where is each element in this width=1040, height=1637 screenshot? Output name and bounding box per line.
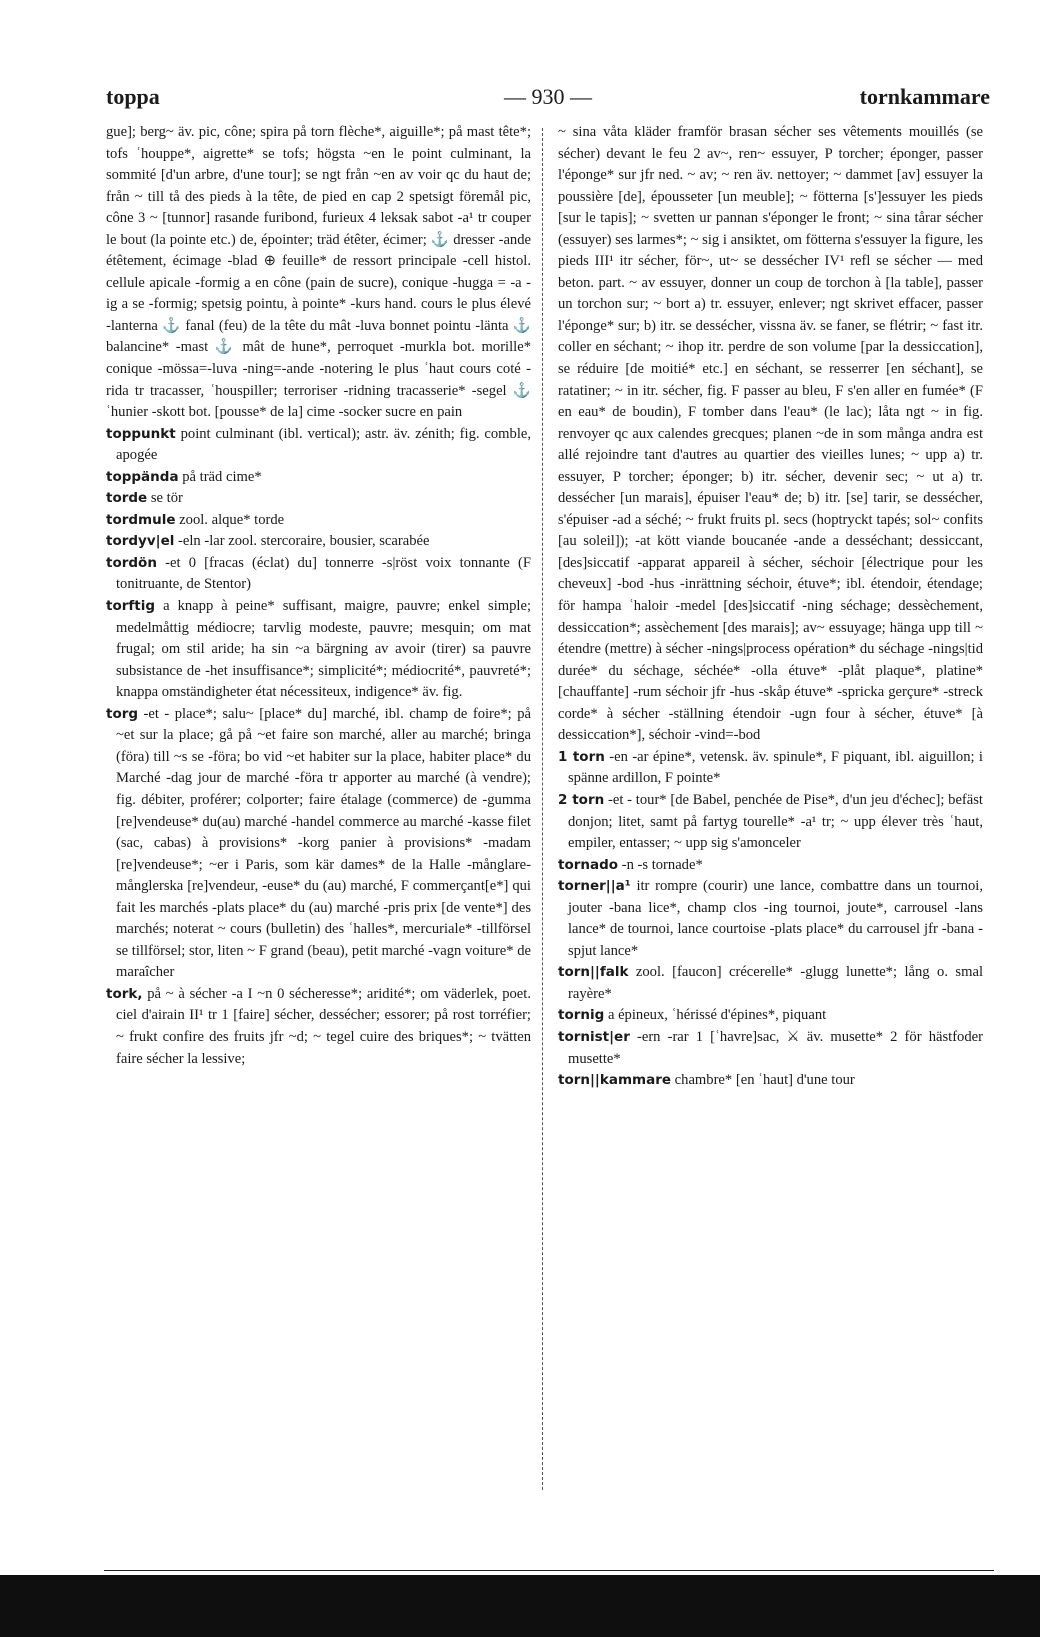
dictionary-entry xyxy=(106,531,531,553)
entry-text: -ern -rar 1 [ʿhavre]sac, ⚔ äv. musette* 2 för hästfoder musette* xyxy=(568,1028,983,1067)
dictionary-entry xyxy=(558,747,983,790)
entry-headword: 2 torn xyxy=(558,791,605,808)
entry-headword: torde xyxy=(106,490,148,507)
entry-headword: tornig xyxy=(558,1007,605,1024)
scan-bottom-edge xyxy=(0,1575,1040,1637)
dictionary-entry xyxy=(106,553,531,596)
dictionary-entry xyxy=(106,510,531,532)
entry-text: zool. [faucon] crécerelle* -glugg lunette*; lång o. smal rayère* xyxy=(568,964,983,1002)
dictionary-entry xyxy=(106,424,531,467)
entry-headword: tornist|er xyxy=(558,1028,630,1045)
entry-text: point culminant (ibl. vertical); astr. äv. zénith; fig. comble, apogée xyxy=(116,425,531,464)
entry-headword: torn||falk xyxy=(558,964,629,981)
entry-headword: torg xyxy=(106,705,139,722)
entry-text: på träd cime* xyxy=(182,468,262,485)
dictionary-entry xyxy=(106,467,531,489)
entry-text: a épineux, ʿhérissé d'épines*, piquant xyxy=(607,1007,827,1024)
entry-text: -et - tour* [de Babel, penchée de Pise*, d'un jeu d'échec]; befäst donjon; litet, samt på fartyg tourelle* -a¹ tr; ~ upp élever très ʿhaut, empiler, entasser; ~ upp sig s'amonceler xyxy=(568,791,983,852)
entry-headword: torn||kammare xyxy=(558,1072,672,1089)
entry-text: a knapp à peine* suffisant, maigre, pauvre; enkel simple; medelmåttig médiocre; tarvlig modeste, pauvre; mesquin; om mat frugal; om stil aride; ha sin ~a bärgning av avoir (tirer) sa pauvre subsistance de -het insuffisance*; simplicité*; médiocrité*, pauvreté*; knappa omständigheter état nécessiteux, indigence* äv. fig. xyxy=(116,598,531,701)
entry-text: -et - place*; salu~ [place* du] marché, ibl. champ de foire*; på ~et sur la place; gå på ~et faire son marché, aller au marché; bringa (föra) till ~s se -föra; bo vid ~et habiter sur la place, habiter place* du Marché -dag jour de marché -föra tr apporter au marché (à vendre); fig. débiter, proférer; colporter; faire étalage (commerce) de -gumma [re]vendeuse* du(au) marché -handel commerce au marché -kasse filet (sac, cabas) à provisions* -korg panier à provisions* -madam [re]vendeuse*; ~er i Paris, som kär dames* de la Halle -månglare-månglerska [re]vendeur, -euse* du (au) marché, F commerçant[e*] qui fait les marchés -plats place* du (au) marché -pris prix [de vente*] des marchés; noterat ~ cours (bulletin) des ʿhalles*, mercuriale* -tillförsel se tillförsel; stor, liten ~ F grand (beau), petit marché -vagn voiture* de maraîcher xyxy=(116,705,531,981)
entry-text: -et 0 [fracas (éclat) du] tonnerre -s|röst voix tonnante (F tonitruante, de Stentor) xyxy=(116,554,531,593)
entry-headword: tordön xyxy=(106,554,157,571)
entry-text: chambre* [en ʿhaut] d'une tour xyxy=(674,1072,855,1089)
entry-headword: torner||a¹ xyxy=(558,878,631,895)
column-divider xyxy=(542,128,543,1490)
entry-text: på ~ à sécher -a I ~n 0 sécheresse*; aridité*; om väderlek, poet. ciel d'airain II¹ tr 1 [faire] sécher, dessécher; essorer; på rost torréfier; ~ frukt confire des fruits jfr ~d; ~ tegel cuire des briques*; ~ tvätten faire sécher la lessive; xyxy=(116,985,531,1067)
entry-text: -en -ar épine*, vetensk. äv. spinule*, F piquant, ibl. aiguillon; i spänne ardillon, F pointe* xyxy=(568,748,983,787)
dictionary-entry xyxy=(106,488,531,510)
page-number: — 930 — xyxy=(504,84,592,109)
dictionary-entry xyxy=(558,855,983,877)
dictionary-entry xyxy=(558,876,983,962)
entry-headword: tornado xyxy=(558,856,619,873)
entry-headword: toppunkt xyxy=(106,425,176,442)
dictionary-entry xyxy=(558,1027,983,1070)
dictionary-entry xyxy=(106,596,531,704)
entry-text: se tör xyxy=(150,490,183,507)
entry-text: ~ sina våta kläder framför brasan sécher ses vêtements mouillés (se sécher) devant le feu 2 av~, ren~ essuyer, P torcher; éponger, passer l'éponge* sur jfr ned. ~ av; ~ ren äv. nettoyer; ~ dammet [av] essuyer la poussière [de], épousseter [un meuble]; ~ fötterna [s']essuyer les pieds [sur le tapis]; ~ svetten ur pannan s'éponger le front; ~ sina tårar sécher (essuyer) ses larmes*; ~ sig i ansiktet, om fötterna s'essuyer la figure, les pieds III¹ itr sécher, för~, ut~ se dessécher IV¹ refl se sécher — med beton. part. ~ av essuyer, donner un coup de torchon à [la table], passer un torchon sur; ~ bort a) tr. essuyer, enlever; ngt skrivet effacer, passer l'éponge* sur; b) itr. se dessécher, vissna äv. se faner, se flétrir; ~ fast itr. coller en séchant; ~ ihop itr. perdre de son volume [par la dessiccation], se réduire [de moitié* etc.] en séchant, se resserrer [en séchant], se ratatiner; ~ in itr. sécher, fig. F passer au bleu, F s'en aller en fumée* (F en eau* de boudin), F tomber dans l'eau* (le lac); låta ngt ~ in fig. renvoyer qc aux calendes grecques; planen ~de in som många andra est allé rejoindre tant d'autres au quartier des vieilles lunes; ~ upp a) tr. essuyer, P torcher; éponger; b) itr. sécher, devenir sec; ~ ut a) tr. dessécher [un marais], épuiser l'eau* de; b) itr. [se] tarir, se dessécher, s'épuiser -ad a séché; ~ frukt fruits pl. secs (hoptryckt tapés; sol~ confits [au soleil]); -at kött viande boucanée -ande a desséchant; dessiccant, [des]siccatif -apparat appareil à sécher, séchoir [électrique pour les cheveux] -bod -hus -inrättning séchoir, étuve*; ibl. étendoir, étendage; för hampa ʿhaloir -medel [des]siccatif -ning séchage; dessèchement, dessiccation*; assèchement [des marais]; av~ essuyage; hänga upp till ~ étendre (mettre) à sécher -nings|process opération* du séchage -nings|tid durée* du séchage, séchée* -olla étuve* -plåt plaque*, platine* [chauffante] -rum séchoir jfr -hus -skåp étuve* -spricka gerçure* -streck corde* à sécher -ställning étendoir -ugn four à sécher, étuve* [à dessiccation*], séchoir -vind=-bod xyxy=(558,124,983,744)
entry-headword: 1 torn xyxy=(558,748,605,765)
entry-headword: tordmule xyxy=(106,511,176,528)
entry-text: zool. alque* torde xyxy=(179,511,285,528)
dictionary-entry xyxy=(558,1005,983,1027)
page-header xyxy=(106,84,990,114)
dictionary-entry xyxy=(558,1070,983,1092)
header-left-word: toppa xyxy=(106,84,160,109)
dictionary-entry xyxy=(558,962,983,1005)
entry-headword: tordyv|el xyxy=(106,533,175,550)
entry-text: itr rompre (courir) une lance, combattre dans un tournoi, jouter -bana lice*, champ clos -ing tournoi, joute*, carrousel -lans lance* de tournoi, lance courtoise -plats place* du carrousel jfr -bana -spjut lance* xyxy=(568,878,983,959)
entry-headword: toppända xyxy=(106,468,179,485)
dictionary-entry xyxy=(106,122,531,424)
dictionary-entry xyxy=(558,790,983,855)
entry-text: -eln -lar zool. stercoraire, bousier, scarabée xyxy=(178,533,430,550)
header-right-word: tornkammare xyxy=(859,84,990,109)
entry-text: -n -s tornade* xyxy=(621,856,703,873)
right-column xyxy=(558,122,983,1494)
left-column xyxy=(106,122,531,1494)
dictionary-entry xyxy=(106,984,531,1070)
dictionary-entry xyxy=(558,122,983,747)
dictionary-entry xyxy=(106,704,531,984)
entry-text: gue]; berg~ äv. pic, cône; spira på torn flèche*, aiguille*; på mast tête*; tofs ʿhouppe*, aigrette* se tofs; högsta ~en le point culminant, la sommité [d'un arbre, d'une tour]; se ngt från ~en av voir qc du haut de; från ~ till tå des pieds à la tête, de pied en cap 2 spetsigt föremål pic, cône 3 ~ [tunnor] rasande furibond, furieux 4 leksak sabot -a¹ tr couper le bout (la pointe etc.) de, épointer; träd étêter, écimer; ⚓ dresser -ande étêtement, écimage -blad ⊕ feuille* de ressort principale -cell histol. cellule apicale -formig a en cône (pain de sucre), conique -hugga = -a -ig a se -formig; spetsig pointu, à pointe* -kurs hand. cours le plus élevé -lanterna ⚓ fanal (feu) de la tête du mât -luva bonnet pointu -länta ⚓ balancine* -mast ⚓ mât de hune*, perroquet -murkla bot. morille* conique -mössa=-luva -ning=-ande -notering le plus ʿhaut cours coté -rida tr tracasser, ʿhouspiller; terroriser -ridning tracasserie* -segel ⚓ ʿhunier -skott bot. [pousse* de la] cime -socker sucre en pain xyxy=(106,124,531,421)
entry-headword: tork, xyxy=(106,985,143,1002)
entry-headword: torftig xyxy=(106,598,156,615)
